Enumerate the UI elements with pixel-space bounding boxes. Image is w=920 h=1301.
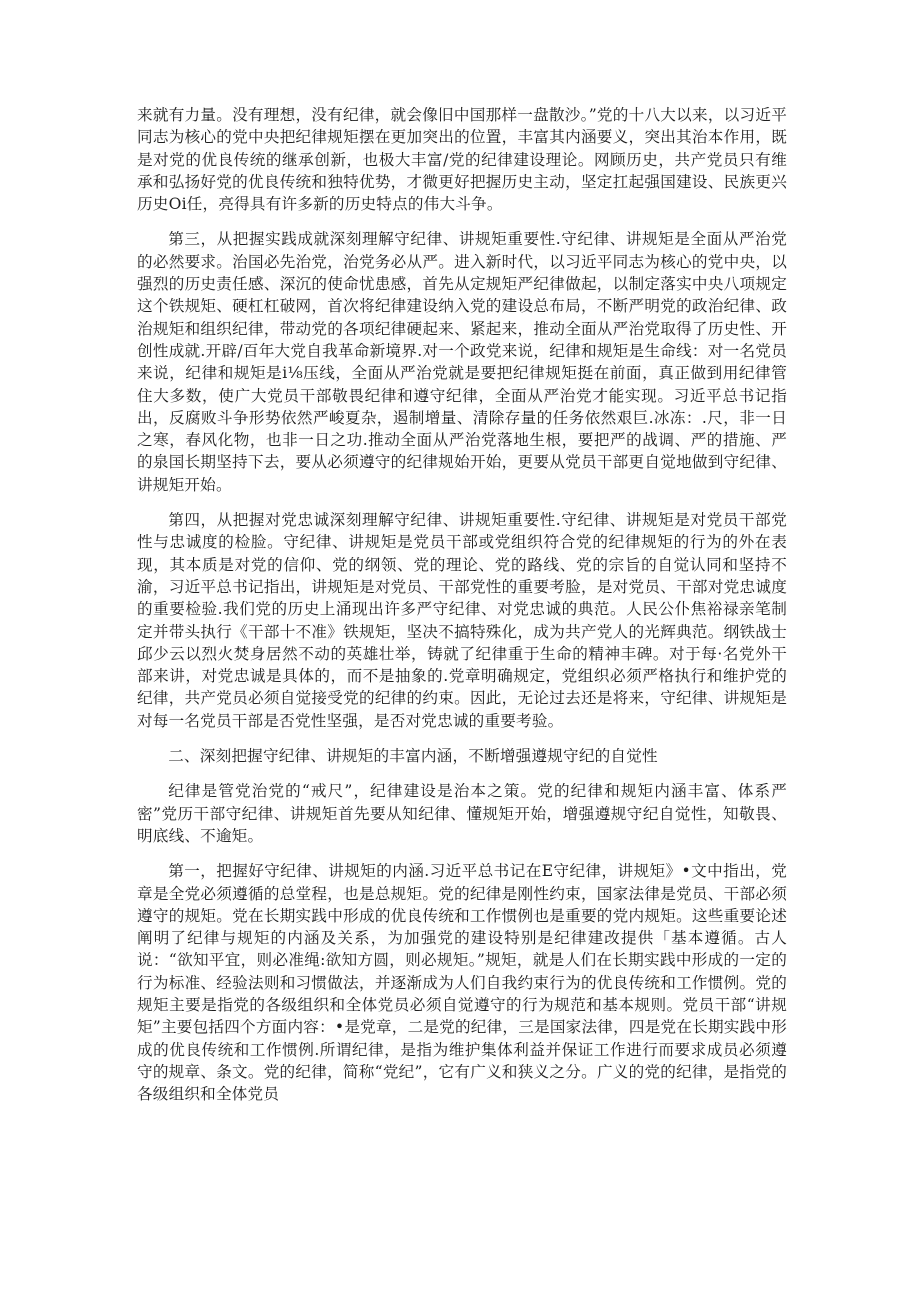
paragraph-section-intro: 纪律是管党治党的“戒尺”，纪律建设是治本之策。党的纪律和规矩内涵丰富、体系严密”党历干部守纪律、讲规矩首先要从知纪律、懂规矩开始，增强遵规守纪自觉性，知敬畏、明底线、不逾矩。 <box>137 782 787 845</box>
paragraph-continuation: 来就有力量。没有理想，没有纪律，就会像旧中国那样一盘散沙。”党的十八大以来，以习近平同志为核心的党中央把纪律规矩摆在更加突出的位置，丰富其内涵要义，突出其治本作用，既是对党的优良传统的继承创新，也极大丰富/党的纪律建设理论。网顾历史，共产党员只有维承和弘扬好党的优良传统和独特优势，才微更好把握历史主动，坚定扛起强国建设、民族更兴历史Oi任，亮得具有许多新的历史特点的伟大斗争。 <box>137 106 787 214</box>
section-heading: 二、深刻把握守纪律、讲规矩的丰富内涵，不断增强遵规守纪的自觉性 <box>168 747 658 766</box>
paragraph-fourth-point: 第四，从把握对党忠诚深刻理解守纪律、讲规矩重要性.守纪律、讲规矩是对党员干部党性与忠诚度的检脸。守纪律、讲规矩是党员干部或党组织符合党的纪律规矩的行为的外在表现，其本质是对党的信仰、党的纲领、党的理论、党的路线、党的宗旨的自觉认同和坚持不渝，习近平总书记指出，讲规矩是对党员、干部党性的重要考脸，是对党员、干部对党忠诚度的重要检验.我们党的历史上涌现出许多严守纪律、对党忠诚的典范。人民公仆焦裕禄亲笔制定并带头执行《干部十不准》铁规矩，坚决不搞特殊化，成为共产党人的光辉典范。纲铁战士邱少云以烈火焚身居然不动的英雄壮举，铸就了纪律重于生命的精神丰碑。对于每·名党外干部来讲，对党忠诚是具体的，而不是抽象的.党章明确规定，党组织必须严格执行和维护党的纪律，共产党员必须自觉接受党的纪律的约束。因此，无论过去还是将来，守纪律、讲规矩是对每一名党员干部是否党性坚强，是否对党忠诚的重要考验。 <box>137 511 787 730</box>
document-body <box>137 104 787 1118</box>
paragraph-first-point: 第一，把握好守纪律、讲规矩的内涵.习近平总书记在E守纪律，讲规矩》•文中指出，党章是全党必须遵循的总堂程，也是总规矩。党的纪律是刚性约束，国家法律是党员、干部必须遵守的规矩。党在长期实践中形成的优良传统和工作惯例也是重要的党内规矩。这些重要论述阐明了纪律与规矩的内涵及关系，为加强党的建设特别是纪律建改提供「基本遵循。古人说：“欲知平宜，则必准绳:欲知方圆，则必规矩。”规矩，就是人们在长期实践中形成的一定的行为标准、经验法则和习惯做法，并逐渐成为人们自我约束行为的优良传统和工作惯例。党的规矩主要是指党的各级组织和全体党员必须自觉遵守的行为规范和基本规则。党员干部“讲规矩”主要包括四个方面内容：•是党章，二是党的纪律，三是国家法律，四是党在长期实践中形成的优良传统和工作惯例.所谓纪律，是指为维护集体利益并保证工作进行而要求成员必须遵守的规章、条文。党的纪律，简称“党纪”，它有广义和狭义之分。广义的党的纪律，是指党的各级组织和全体党员 <box>137 862 787 1104</box>
paragraph-third-point: 第三，从把握实践成就深刻理解守纪律、讲规矩重要性.守纪律、讲规矩是全面从严治党的必然要求。治国必先治党，治党务必从严。进入新时代，以习近平同志为核心的党中央，以强烈的历史责任感、深沉的使命忧患感，首先从定规矩严纪律做起，以制定落实中央八项规定这个铁规矩、硬杠杠破网，首次将纪律建设纳入党的建设总布局，不断严明党的政治纪律、政治规矩和组织纪律，带动党的各项纪律硬起来、紧起来，推动全面从严治党取得了历史性、开创性成就.开辟/百年大党自我革命新境界.对一个政党来说，纪律和规矩是生命线：对一名党员来说，纪律和规矩是i⅛压线，全面从严治党就是要把纪律规矩挺在前面，真正做到用纪律管住大多数，使广大党员干部敬畏纪律和遵守纪律，全面从严治党才能实现。习近平总书记指出，反腐败斗争形势依然严峻夏杂，遏制增量、清除存量的任务依然艰巨.冰冻：.尺，非一日之寒，春风化物，也非一日之功.推动全面从严治党落地生根，要把严的战调、严的措施、严的泉国长期坚持下去，要从必须遵守的纪律规始开始，更要从党员干部更自觉地做到守纪律、讲规矩开始。 <box>137 230 787 494</box>
